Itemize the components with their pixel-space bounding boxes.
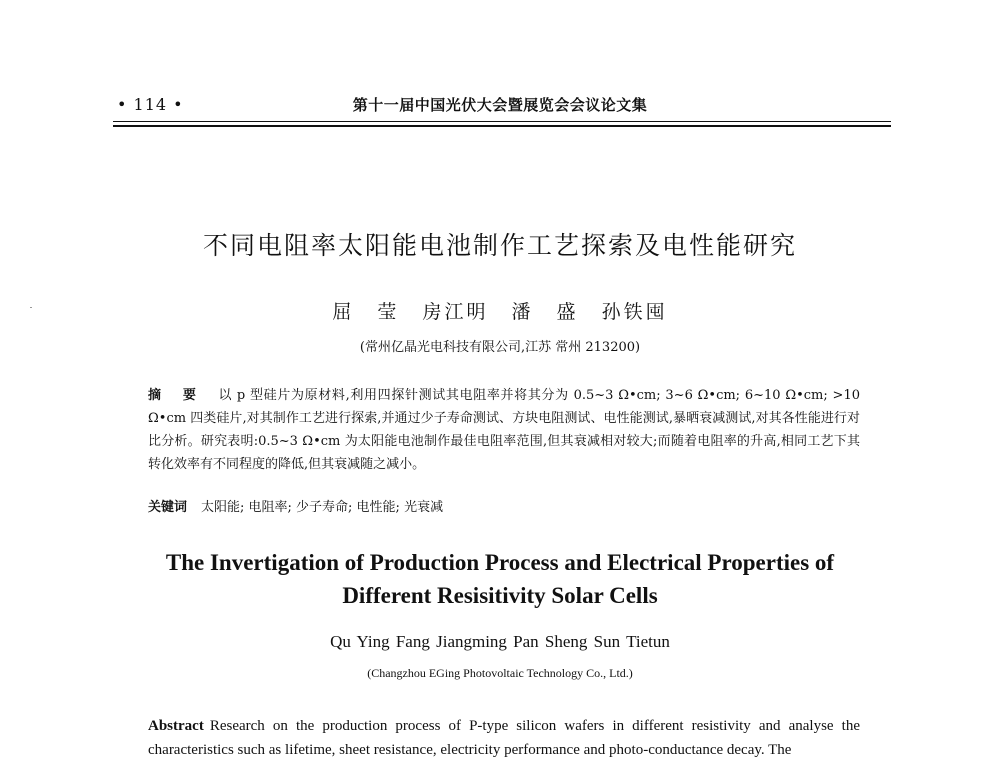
abstract-en: [148, 714, 860, 762]
abstract-cn-label: 摘 要: [148, 388, 205, 403]
keywords-cn-text: 太阳能; 电阻率; 少子寿命; 电性能; 光衰减: [201, 500, 444, 515]
keywords-cn-label: 关键词: [148, 500, 188, 515]
running-header-title: 第十一届中国光伏大会暨展览会会议论文集: [352, 96, 648, 114]
authors-en: Qu Ying Fang Jiangming Pan Sheng Sun Tietun: [330, 632, 670, 651]
paper-title-en-line2: Different Resisitivity Solar Cells: [342, 583, 658, 608]
affiliation-en: (Changzhou EGing Photovoltaic Technology Co., Ltd.): [367, 666, 633, 680]
affiliation-cn: (常州亿晶光电科技有限公司,江苏 常州 213200): [359, 340, 641, 355]
page-number: • 114 •: [117, 95, 184, 114]
paper-title-en: [0, 546, 1000, 612]
paper-title-cn: 不同电阻率太阳能电池制作工艺探索及电性能研究: [202, 231, 797, 260]
abstract-en-label: Abstract: [148, 718, 204, 734]
header-rule-thin: [113, 121, 891, 122]
abstract-en-text: Research on the production process of P-type silicon wafers in different resistivity and analyse the characteristics such as lifetime, sheet resistance, electricity performance and photo-conductance decay. The: [148, 718, 860, 758]
abstract-cn: [148, 384, 860, 476]
keywords-cn: [148, 496, 860, 515]
paper-title-en-line1: The Invertigation of Production Process and Electrical Properties of: [165, 550, 835, 575]
header-rule-thick: [113, 125, 891, 127]
abstract-cn-text: 以 p 型硅片为原材料,利用四探针测试其电阻率并将其分为 0.5~3 Ω•cm; 3~6 Ω•cm; 6~10 Ω•cm; >10 Ω•cm 四类硅片,对其制作工艺进行探索,并通过少子寿命测试、方块电阻测试、电性能测试,暴晒衰减测试,对其各性能进行对比分析。研究表明:0.5~3 Ω•cm 为太阳能电池制作最佳电阻率范围,但其衰减相对较大;而随着电阻率的升高,相同工艺下其转化效率有不同程度的降低,但其衰减随之减小。: [148, 388, 860, 472]
authors-cn: 屈 莹 房江明 潘 盛 孙铁囤: [332, 301, 668, 323]
